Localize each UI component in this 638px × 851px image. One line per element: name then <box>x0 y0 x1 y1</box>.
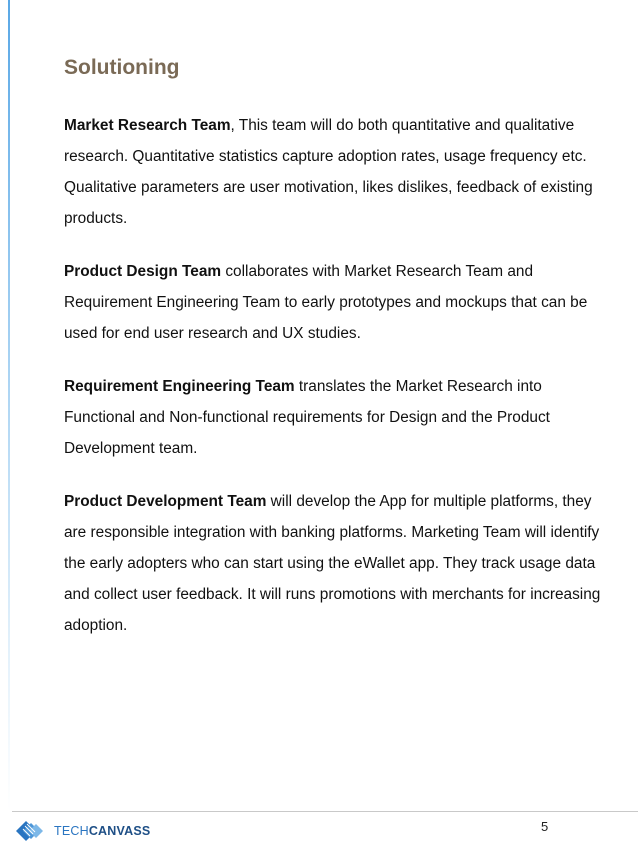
logo-wordmark-tech: TECH <box>54 824 89 838</box>
paragraph-text: collaborates with Market Research Team and Requirement Engineering Team to early prototypes and mockups that can be used for end user research and UX studies. <box>64 263 588 342</box>
footer-divider <box>12 811 638 812</box>
page-content <box>64 53 604 663</box>
techcanvass-logo-icon <box>14 818 52 844</box>
paragraph-lead: Product Development Team <box>64 493 267 510</box>
paragraph-text: , This team will do both quantitative and qualitative research. Quantitative statistics capture adoption rates, usage frequency etc. Qualitative parameters are user motivation, likes dislikes, feedback of existing products. <box>64 117 593 227</box>
paragraph-product-design <box>64 256 604 349</box>
paragraph-lead: Requirement Engineering Team <box>64 378 295 395</box>
paragraph-market-research <box>64 110 604 234</box>
page-title: Solutioning <box>64 56 180 79</box>
paragraph-lead: Market Research Team <box>64 117 231 134</box>
paragraph-product-development <box>64 486 604 641</box>
paragraph-text: translates the Market Research into Functional and Non-functional requirements for Design and the Product Development team. <box>64 378 550 457</box>
logo-wordmark <box>54 824 150 838</box>
techcanvass-logo <box>14 818 150 844</box>
paragraph-text: will develop the App for multiple platforms, they are responsible integration with banking platforms. Marketing Team will identify the early adopters who can start using the eWallet app. They track usage data and collect user feedback. It will runs promotions with merchants for increasing adoption. <box>64 493 601 634</box>
paragraph-lead: Product Design Team <box>64 263 222 280</box>
paragraph-requirement-engineering <box>64 371 604 464</box>
logo-wordmark-canvass: CANVASS <box>88 824 151 838</box>
page-number: 5 <box>541 819 549 834</box>
page-left-rule <box>8 0 10 812</box>
